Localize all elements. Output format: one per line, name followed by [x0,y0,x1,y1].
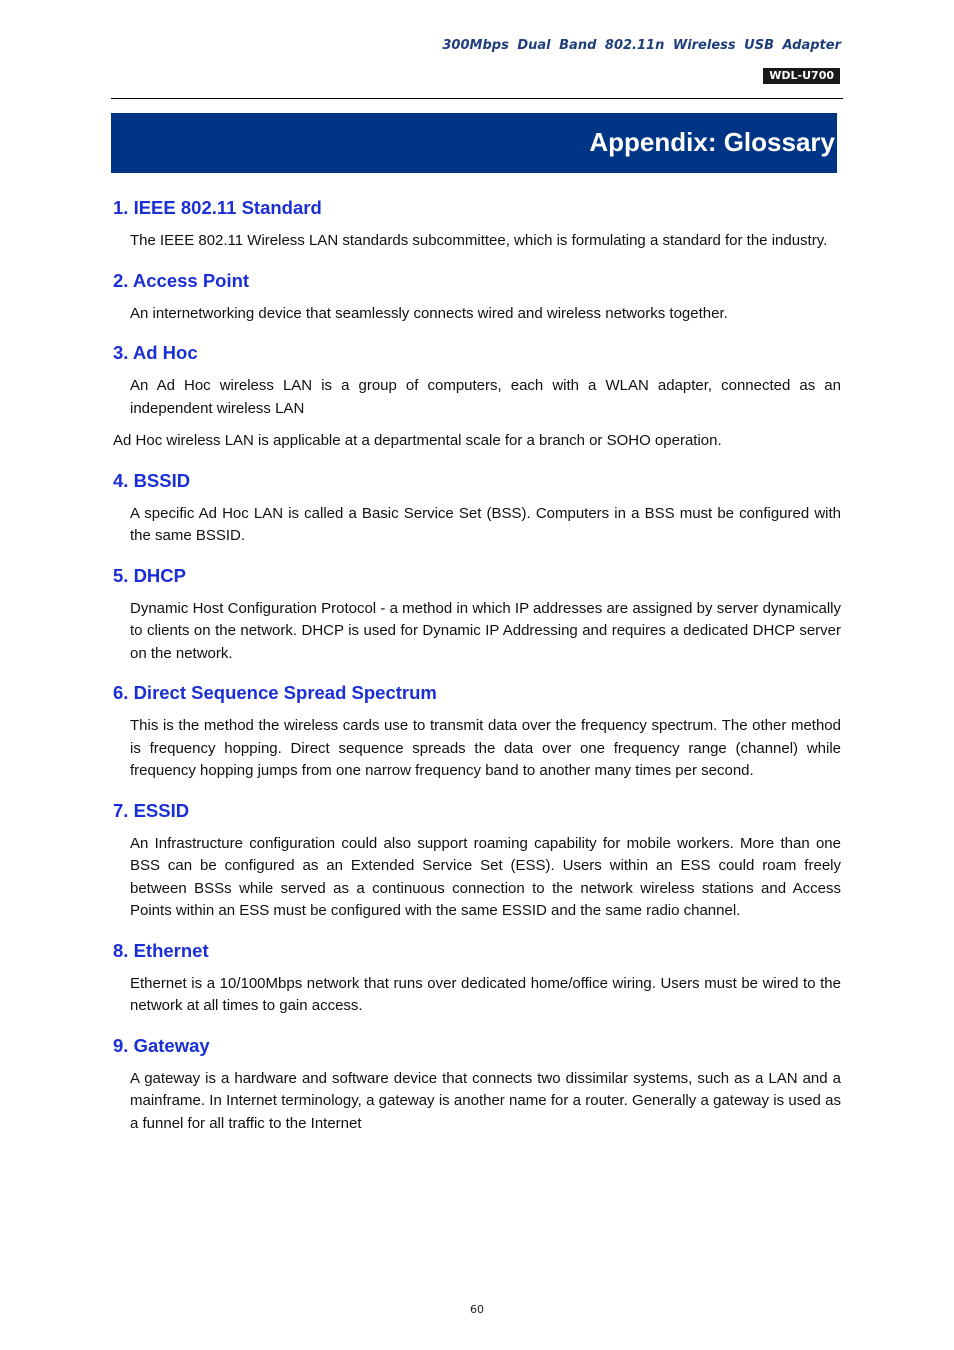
term-definition: An Ad Hoc wireless LAN is a group of computers, each with a WLAN adapter, connected as an independent wireless LAN [130,377,841,417]
term-heading: 8. Ethernet [113,939,209,961]
glossary-term [113,680,841,783]
term-note: Ad Hoc wireless LAN is applicable at a departmental scale for a branch or SOHO operation. [113,432,722,449]
term-definition: A specific Ad Hoc LAN is called a Basic Service Set (BSS). Computers in a BSS must be configured with the same BSSID. [130,504,841,544]
header-divider [111,98,843,99]
glossary-content [113,195,841,1135]
glossary-term [113,468,841,548]
section-banner [111,113,837,173]
glossary-term [113,798,841,923]
glossary-term [113,938,841,1018]
document-header-title: 300Mbps Dual Band 802.11n Wireless USB Adapter [442,38,841,53]
glossary-term [113,268,841,326]
term-heading: 1. IEEE 802.11 Standard [113,197,322,218]
term-definition: Dynamic Host Configuration Protocol - a method in which IP addresses are assigned by server dynamically to clients on the network. DHCP is used for Dynamic IP Addressing and requires a dedicated DHCP server on the network. [130,599,841,662]
glossary-term [113,1033,841,1136]
term-heading: 6. Direct Sequence Spread Spectrum [113,682,437,703]
term-heading: 5. DHCP [113,564,186,586]
term-definition: This is the method the wireless cards use to transmit data over the frequency spectrum. The other method is frequency hopping. Direct sequence spreads the data over one frequency range (channel) while frequency hopping jumps from one narrow frequency band to another many times per second. [130,717,841,779]
term-definition: Ethernet is a 10/100Mbps network that runs over dedicated home/office wiring. Users must be wired to the network at all times to gain access. [130,974,841,1014]
term-heading: 3. Ad Hoc [113,342,198,363]
term-definition: An internetworking device that seamlessly connects wired and wireless networks together. [130,304,728,322]
page-title: Appendix: Glossary [589,127,835,157]
term-heading: 4. BSSID [113,469,191,491]
glossary-term [113,563,841,666]
term-heading: 9. Gateway [113,1034,210,1056]
glossary-term [113,195,841,253]
term-heading: 7. ESSID [113,799,190,821]
model-badge: WDL-U700 [763,68,840,84]
page-number: 60 [470,1303,484,1316]
term-heading: 2. Access Point [113,269,250,291]
term-definition: The IEEE 802.11 Wireless LAN standards subcommittee, which is formulating a standard for the industry. [130,232,828,249]
term-definition: A gateway is a hardware and software device that connects two dissimilar systems, such as a LAN and a mainframe. In Internet terminology, a gateway is another name for a router. Generally a gateway is used as a funnel for all traffic to the Internet [130,1069,841,1132]
glossary-term [113,340,841,453]
term-definition: An Infrastructure configuration could also support roaming capability for mobile workers. More than one BSS can be configured as an Extended Service Set (ESS). Users within an ESS could roam freely between BSSs while served as a continuous connection to the network wireless stations and Access Points within an ESS must be configured with the same ESSID and the same radio channel. [130,834,841,919]
